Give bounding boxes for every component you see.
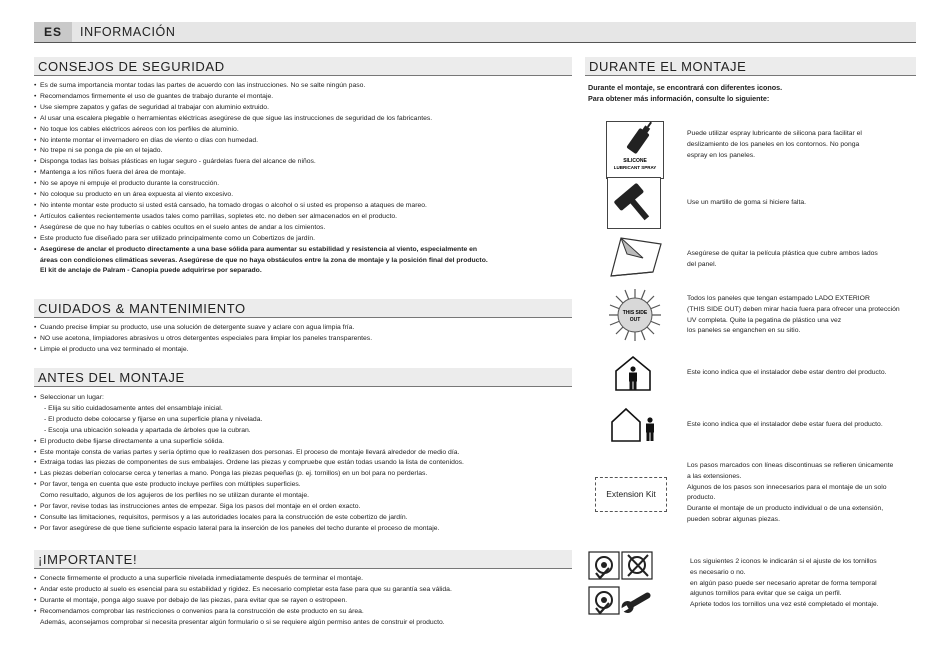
installer-outside-icon xyxy=(610,406,658,442)
language-badge: ES xyxy=(34,22,72,42)
outside-text-line: Este icono indica que el instalador debe estar fuera del producto. xyxy=(687,421,883,428)
list-item: • Recomendamos comprobar las restricciones o convenios para la construcción de este producto en su área. xyxy=(34,607,452,618)
list-item: • Por favor asegúrese de que tiene suficiente espacio lateral para la inserción de los paneles del techo durante el proceso de montaje. xyxy=(34,524,464,535)
screws-text-line: algunos tornillos para evitar que se caiga un perfil. xyxy=(690,590,842,598)
list-item: • Es de suma importancia montar todas las partes de acuerdo con las instrucciones. No se salte ningún paso. xyxy=(34,81,488,92)
intro-line: Para obtener más información, consulte lo siguiente: xyxy=(588,93,770,103)
screws-text-line: Apriete todos los tornillos una vez esté completado el montaje. xyxy=(690,601,879,609)
screws-text-line: es necesario o no. xyxy=(690,568,746,576)
sun-label-2: OUT xyxy=(629,317,641,323)
section-title-durante: DURANTE EL MONTAJE xyxy=(585,57,916,76)
list-item: • Por favor, revise todas las instrucciones antes de empezar. Siga los pasos del montaje en el orden exacto. xyxy=(34,502,464,513)
screws-text-line: en algún paso puede ser necesario apretar de forma temporal xyxy=(690,579,877,587)
list-item: • No se apoye ni empuje el producto durante la construcción. xyxy=(34,179,488,190)
list-item: El kit de anclaje de Palram - Canopia puede adquirirse por separado. xyxy=(40,267,262,275)
hammer-text-line: Use un martillo de goma si hiciere falta. xyxy=(687,199,806,206)
hammer-text xyxy=(687,198,806,209)
kit-text-line: Algunos de los pasos son innecesarios para el montaje de un solo xyxy=(687,483,887,491)
screws-text-line: Los siguientes 2 iconos le indicarán si el ajuste de los tornillos xyxy=(690,558,877,565)
screws-text xyxy=(690,557,879,611)
spray-text-line: espray en los paneles. xyxy=(687,151,756,159)
kit-text-line: Durante el montaje de un producto individual o de una extensión, xyxy=(687,505,884,513)
list-item: • No intente montar este producto si usted está cansado, ha tomado drogas o alcohol o si usted es propenso a ataques de mareo. xyxy=(34,201,488,212)
list-item: • El producto debe fijarse directamente a una superficie sólida. xyxy=(34,437,464,448)
list-item: - Escoja una ubicación soleada y apartada de árboles que la cubran. xyxy=(44,426,251,434)
care-list xyxy=(34,323,372,356)
extension-kit-label: Extension Kit xyxy=(606,489,656,499)
sun-text-line: UV completa. Quite la pegatina de plástico una vez xyxy=(687,316,842,324)
kit-text-line: a las extensiones. xyxy=(687,472,742,480)
rubber-hammer-icon xyxy=(607,177,661,229)
film-text-line: Asegúrese de quitar la película plástica que cubre ambos lados xyxy=(687,250,878,257)
spray-text-line: Puede utilizar espray lubricante de silicona para facilitar el xyxy=(687,130,862,137)
spray-text-line: deslizamiento de los paneles en los contornos. No ponga xyxy=(687,140,860,148)
installer-inside-icon xyxy=(613,355,653,391)
important-list xyxy=(34,574,452,629)
spray-label-1: SILICONE xyxy=(623,158,647,164)
silicone-spray-icon xyxy=(606,121,664,179)
list-item: • Conecte firmemente el producto a una superficie nivelada inmediatamente después de terminar el montaje. xyxy=(34,574,452,585)
list-item: • Asegúrese de anclar el producto directamente a una base sólida para aumentar su estabilidad y resistencia al viento, especialmente en xyxy=(34,245,488,256)
safety-list xyxy=(34,81,488,277)
list-item: • Recomendamos firmemente el uso de guantes de trabajo durante el montaje. xyxy=(34,92,488,103)
inside-text-line: Este icono indica que el instalador debe estar dentro del producto. xyxy=(687,369,887,376)
list-item: • No trepe ni se ponga de pie en el tejado. xyxy=(34,146,488,157)
list-item: • Las piezas deberían colocarse cerca y tenerlas a mano. Ponga las piezas pequeñas (p. ej. tornillos) en un bol para no perderlas. xyxy=(34,469,464,480)
list-item: • Consulte las limitaciones, requisitos, permisos y a las autoridades locales para la construcción de este cobertizo de jardín. xyxy=(34,513,464,524)
sun-text-line: (THIS SIDE OUT) deben mirar hacia fuera para ofrecer una protección xyxy=(687,305,900,313)
spray-label-2: LUBRICANT SPRAY xyxy=(613,165,657,170)
list-item: - Elija su sitio cuidadosamente antes del ensamblaje inicial. xyxy=(44,404,223,412)
list-item: • Extraiga todas las piezas de componentes de sus embalajes. Ordene las piezas y compruebe que están todas usando la lista de contenidos. xyxy=(34,458,464,469)
kit-text-line: Los pasos marcados con líneas discontinuas se refieren únicamente xyxy=(687,462,894,469)
list-item: Como resultado, algunos de los agujeros de los perfiles no se utilizan durante el montaje. xyxy=(40,492,310,500)
section-title-seguridad: CONSEJOS DE SEGURIDAD xyxy=(34,57,572,76)
section-title-importante: ¡IMPORTANTE! xyxy=(34,550,572,569)
list-item: • Este producto fue diseñado para ser utilizado principalmente como un Cobertizos de jardín. xyxy=(34,234,488,245)
list-item: • Al usar una escalera plegable o herramientas eléctricas asegúrese de que sigue las instrucciones de seguridad de los fabricantes. xyxy=(34,114,488,125)
list-item: • Seleccionar un lugar: xyxy=(34,393,464,404)
sun-label-1: THIS SIDE xyxy=(622,310,648,316)
sun-text-line: los paneles se enganchen en su sitio. xyxy=(687,327,801,335)
list-item: • Andar este producto al suelo es esencial para su estabilidad y rigidez. Es necesario completar esta fase para que su garantía sea válida. xyxy=(34,585,452,596)
list-item: • No coloque su producto en un área expuesta al viento excesivo. xyxy=(34,190,488,201)
list-item: • Asegúrese de que no hay tuberías o cables ocultos en el suelo antes de andar a los cimientos. xyxy=(34,223,488,234)
list-item: • Cuando precise limpiar su producto, use una solución de detergente suave y aclare con agua limpia fría. xyxy=(34,323,372,334)
before-assembly-list xyxy=(34,393,464,535)
section-title-cuidados: CUIDADOS & MANTENIMIENTO xyxy=(34,299,572,318)
film-text xyxy=(687,249,878,271)
outside-text xyxy=(687,420,883,431)
intro-line: Durante el montaje, se encontrará con diferentes iconos. xyxy=(588,83,783,92)
list-item: • Por favor, tenga en cuenta que este producto incluye perfiles con múltiples superficies. xyxy=(34,480,464,491)
list-item: • Durante el montaje, ponga algo suave por debajo de las piezas, para evitar que se rayen o estropeen. xyxy=(34,596,452,607)
list-item: • Disponga todas las bolsas plásticas en lugar seguro - guárdelas fuera del alcance de niños. xyxy=(34,157,488,168)
list-item: • No toque los cables eléctricos aéreos con los perfiles de aluminio. xyxy=(34,125,488,136)
list-item: Además, aconsejamos comprobar si necesita presentar algún formulario o si se requiere algún permiso antes de construir el producto. xyxy=(40,618,445,626)
list-item: • Artículos calientes recientemente usados tales como parrillas, sopletes etc. no deben ser almacenados en el producto. xyxy=(34,212,488,223)
list-item: • Limpie el producto una vez terminado el montaje. xyxy=(34,345,372,356)
film-text-line: del panel. xyxy=(687,260,717,268)
kit-text-line: pueden sobrar algunas piezas. xyxy=(687,515,780,523)
kit-text-line: producto. xyxy=(687,494,716,502)
list-item: áreas con condiciones climáticas severas. Asegúrese de que no haya obstáculos entre la zona de montaje y la posición final del producto. xyxy=(40,256,488,264)
kit-text xyxy=(687,461,893,526)
peel-film-icon xyxy=(607,232,663,280)
extension-kit-badge xyxy=(595,477,667,512)
list-item: • NO use acetona, limpiadores abrasivos u otros detergentes especiales para limpiar los paneles transparentes. xyxy=(34,334,372,345)
inside-text xyxy=(687,368,887,379)
page-title: INFORMACIÓN xyxy=(80,25,176,39)
list-item: - El producto debe colocarse y fijarse en una superficie plana y nivelada. xyxy=(44,415,263,423)
list-item: • Este montaje consta de varias partes y sería óptimo que lo realizasen dos personas. El proceso de montaje llevará alrededor de medio día. xyxy=(34,448,464,459)
list-item: • Mantenga a los niños fuera del área de montaje. xyxy=(34,168,488,179)
sun-text xyxy=(687,294,900,337)
sun-text-line: Todos los paneles que tengan estampado LADO EXTERIOR xyxy=(687,295,870,302)
this-side-out-icon xyxy=(609,289,661,341)
list-item: • No intente montar el invernadero en días de viento o días con humedad. xyxy=(34,136,488,147)
list-item: • Use siempre zapatos y gafas de seguridad al trabajar con aluminio extruido. xyxy=(34,103,488,114)
screw-adjust-icon xyxy=(586,549,658,619)
section-title-antes: ANTES DEL MONTAJE xyxy=(34,368,572,387)
spray-text xyxy=(687,129,862,161)
page-header xyxy=(34,22,916,43)
durante-intro xyxy=(588,83,782,104)
